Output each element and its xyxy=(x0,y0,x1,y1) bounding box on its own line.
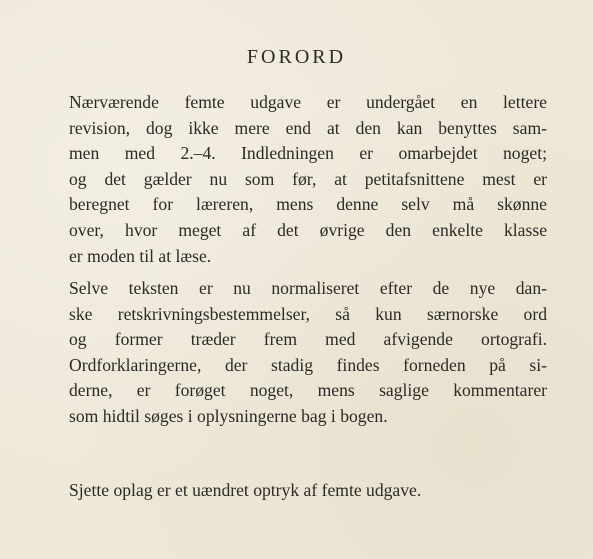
text-line: revision, dog ikke mere end at den kan benyttes sam- xyxy=(69,117,547,138)
text-line: men med 2.–4. Indledningen er omarbejdet noget; xyxy=(69,143,547,164)
text-line: Selve teksten er nu normaliseret efter de nye dan- xyxy=(69,278,547,298)
text-line: over, hvor meget af det øvrige den enkelte klasse xyxy=(69,219,547,240)
page-title: FORORD xyxy=(246,46,347,68)
text-line: og former træder frem med afvigende ortografi. xyxy=(69,329,547,350)
text-line: derne, er forøget noget, mens saglige kommentarer xyxy=(69,380,547,401)
text-line: ske retskrivningsbestemmelser, så kun særnorske ord xyxy=(69,303,547,324)
paragraph-1 xyxy=(69,90,547,269)
text-line: Nærværende femte udgave er undergået en lettere xyxy=(69,92,547,112)
text-line: og det gælder nu som før, at petitafsnittene mest er xyxy=(69,168,547,189)
text-line: Sjette oplag er et uændret optryk af femte udgave. xyxy=(69,480,422,500)
text-line: beregnet for læreren, mens denne selv må skønne xyxy=(69,194,547,215)
text-line: er moden til at læse. xyxy=(69,245,212,266)
text-line: Ordforklaringerne, der stadig findes forneden på si- xyxy=(69,354,547,375)
paragraph-3 xyxy=(69,478,547,504)
text-line: som hidtil søges i oplysningerne bag i bogen. xyxy=(69,405,388,426)
paragraph-2 xyxy=(69,276,547,430)
